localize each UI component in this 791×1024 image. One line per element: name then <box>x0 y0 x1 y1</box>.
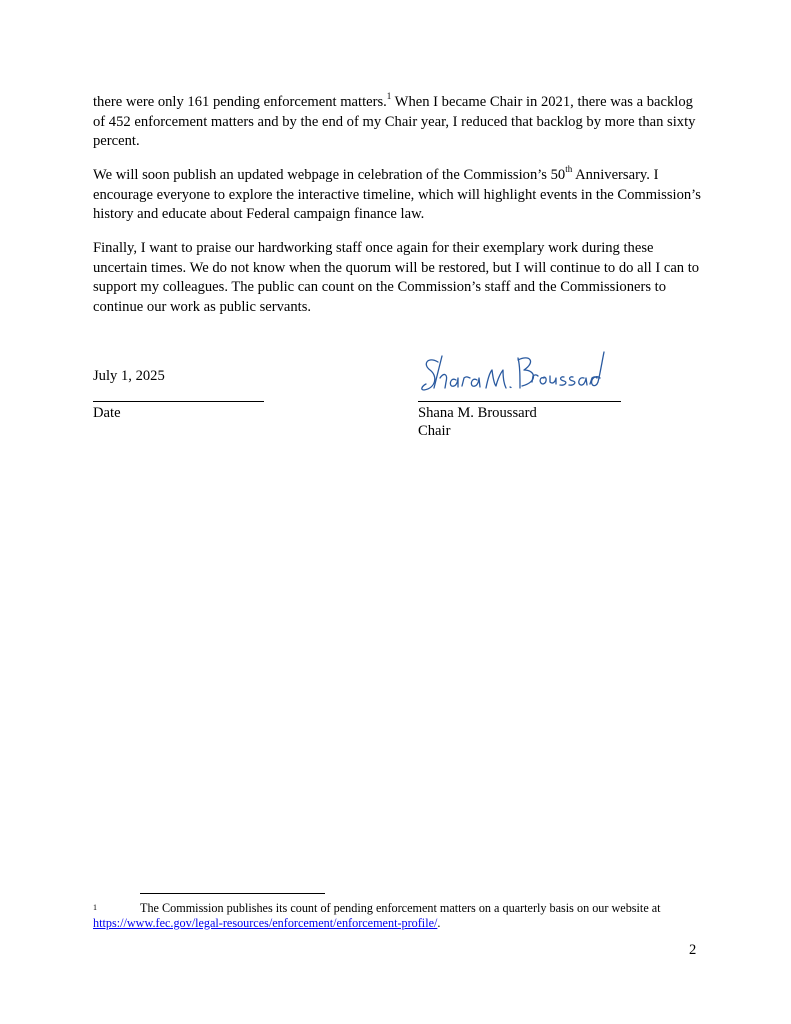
footnote-reference[interactable]: 1 <box>386 91 392 102</box>
footnote-number: 1 <box>93 903 97 912</box>
date-line <box>93 401 264 402</box>
paragraph-3-text: Finally, I want to praise our hardworking staff once again for their exemplary work during these uncertain times. We do not know when the quorum will be restored, but I will continue to do all I can to support my colleagues. The public can count on the Commission’s staff and the Commissioners to continue our work as public servants. <box>93 240 700 315</box>
footnote-separator <box>140 893 325 894</box>
paragraph-1-end: When I became Chair in 2021, there was a backlog of 452 enforcement matters and by the end of my Chair year, I reduced that backlog by more than sixty percent. <box>93 94 696 149</box>
signer-name: Shana M. Broussard <box>418 405 537 421</box>
footnote-link[interactable]: https://www.fec.gov/legal-resources/enforcement/enforcement-profile/ <box>93 916 438 930</box>
signature-line <box>418 401 621 402</box>
ordinal-suffix: th <box>565 164 573 175</box>
handwritten-signature <box>420 348 605 398</box>
footnote-text: The Commission publishes its count of pending enforcement matters on a quarterly basis on our website at <box>140 901 661 915</box>
paragraph-1-start: there were only 161 pending enforcement matters. <box>93 94 387 110</box>
date-value: July 1, 2025 <box>93 368 165 384</box>
footnote <box>93 901 703 931</box>
paragraph-2 <box>93 166 703 225</box>
paragraph-2-start: We will soon publish an updated webpage in celebration of the Commission’s 50 <box>93 167 566 183</box>
footnote-period: . <box>437 916 441 930</box>
signer-title: Chair <box>418 423 451 439</box>
paragraph-2-end: Anniversary. I encourage everyone to explore the interactive timeline, which will highlight events in the Commission’s history and educate about Federal campaign finance law. <box>93 167 701 222</box>
page-number: 2 <box>689 942 697 958</box>
paragraph-3 <box>93 239 703 317</box>
paragraph-1 <box>93 93 703 152</box>
date-label: Date <box>93 405 121 421</box>
